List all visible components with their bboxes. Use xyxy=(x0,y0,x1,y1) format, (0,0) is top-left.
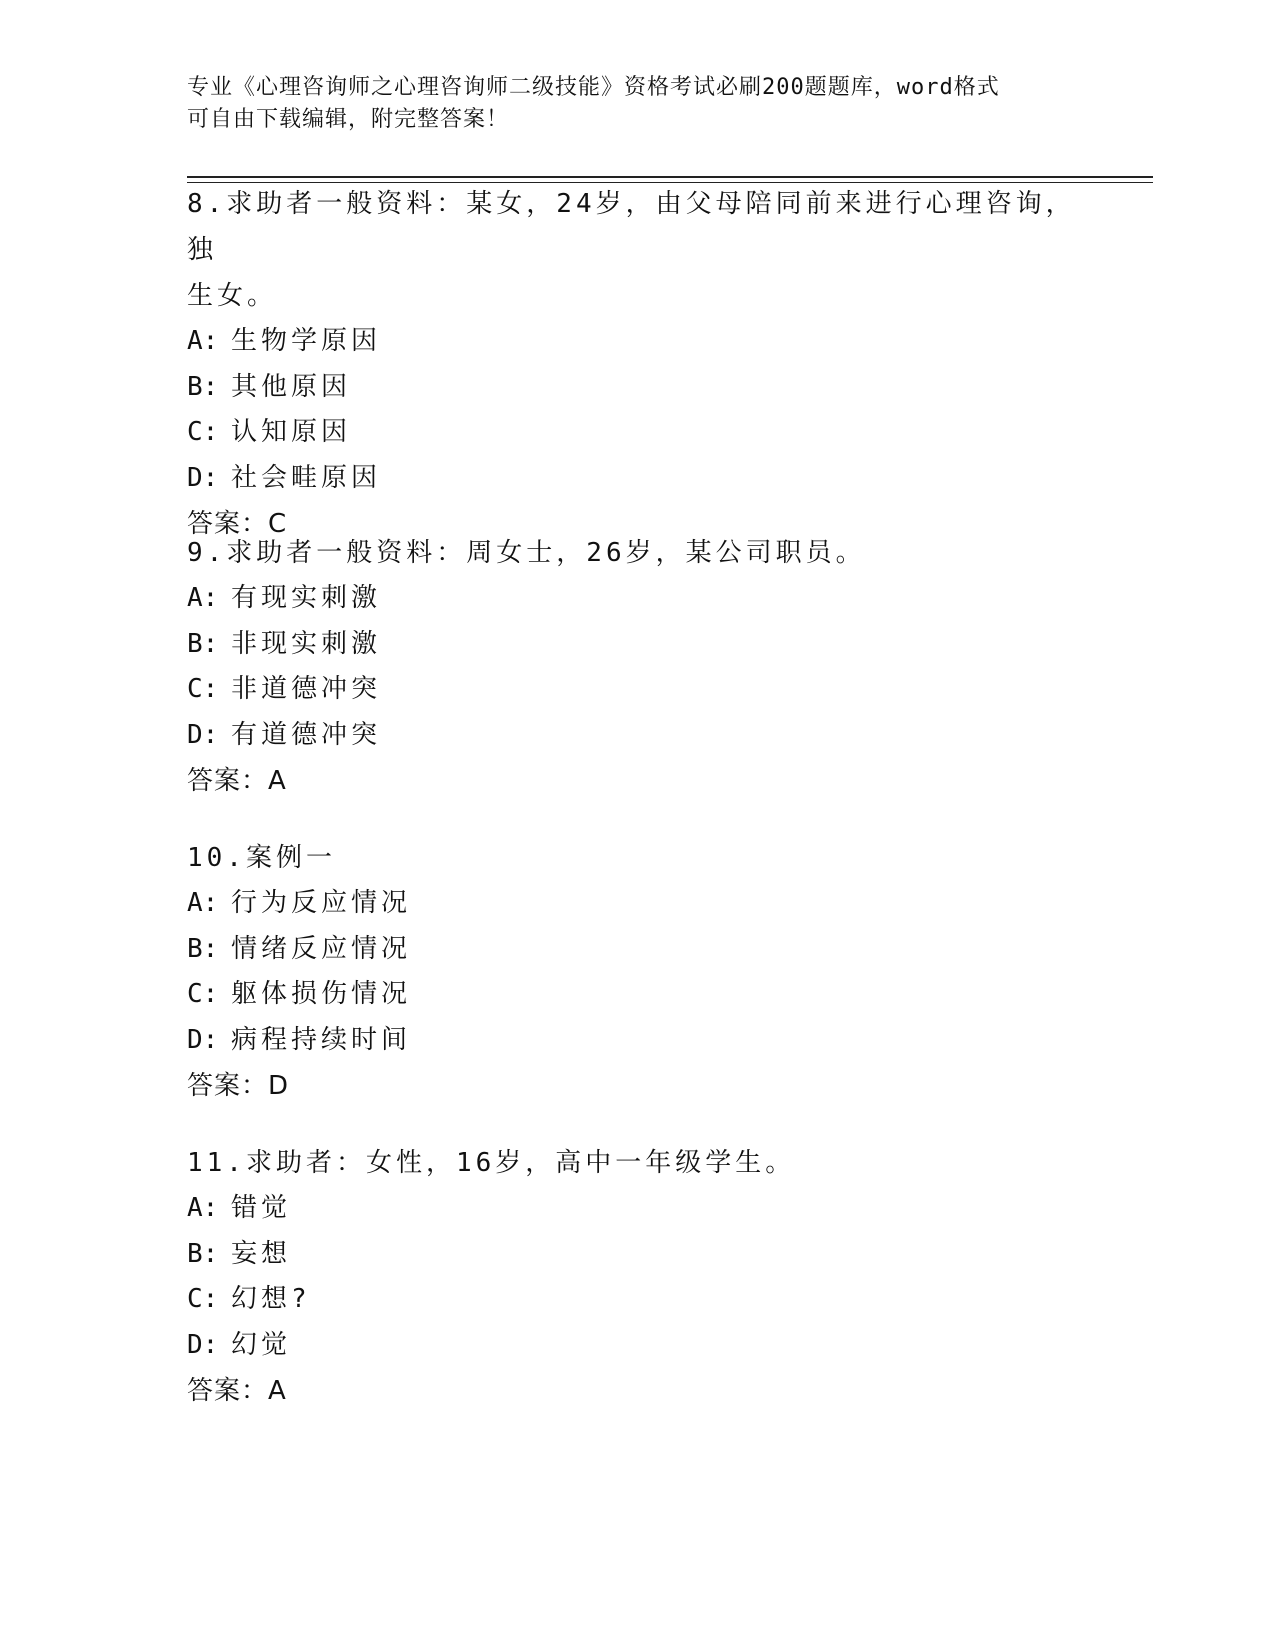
option-text: 情绪反应情况 xyxy=(231,933,412,964)
header-divider-thick xyxy=(187,176,1153,178)
document-header xyxy=(187,72,1067,136)
option-d xyxy=(187,456,1087,502)
option-b xyxy=(187,1232,1087,1278)
option-c xyxy=(187,667,1087,713)
option-text: 其他原因 xyxy=(231,371,352,402)
question-stem-continued: 生女。 xyxy=(187,281,278,311)
question-11 xyxy=(187,1140,1087,1414)
option-key: C: xyxy=(187,979,219,1009)
option-key: A: xyxy=(187,583,219,613)
option-a xyxy=(187,319,1087,365)
option-d xyxy=(187,713,1087,759)
option-a xyxy=(187,1186,1087,1232)
option-text: 有道德冲突 xyxy=(231,719,382,750)
option-key: A: xyxy=(187,326,219,356)
option-text: 妄想 xyxy=(231,1238,292,1269)
option-key: B: xyxy=(187,628,219,659)
option-key: D: xyxy=(187,462,219,493)
option-key: C: xyxy=(187,1284,219,1314)
option-text: 非道德冲突 xyxy=(231,674,382,704)
option-text: 生物学原因 xyxy=(231,326,382,356)
question-10 xyxy=(187,835,1087,1109)
option-text: 病程持续时间 xyxy=(231,1024,412,1055)
option-text: 非现实刺激 xyxy=(231,628,382,659)
option-b xyxy=(187,365,1087,411)
option-text: 认知原因 xyxy=(231,417,352,447)
option-c xyxy=(187,410,1087,456)
header-line-2: 可自由下载编辑，附完整答案！ xyxy=(187,107,510,132)
option-text: 幻想? xyxy=(231,1284,311,1314)
option-d xyxy=(187,1018,1087,1064)
option-key: B: xyxy=(187,933,219,964)
question-9 xyxy=(187,530,1087,804)
option-key: C: xyxy=(187,417,219,447)
answer-line: 答案：A xyxy=(187,766,287,796)
header-line-1: 专业《心理咨询师之心理咨询师二级技能》资格考试必刷200题题库，word格式 xyxy=(187,75,1000,100)
question-stem: 9.求助者一般资料：周女士，26岁，某公司职员。 xyxy=(187,538,866,568)
option-text: 错觉 xyxy=(231,1193,292,1223)
question-stem: 10.案例一 xyxy=(187,843,336,873)
option-a xyxy=(187,576,1087,622)
option-key: B: xyxy=(187,371,219,402)
option-text: 有现实刺激 xyxy=(231,583,382,613)
answer-line: 答案：C xyxy=(187,509,288,539)
answer-line: 答案：A xyxy=(187,1376,287,1406)
option-text: 行为反应情况 xyxy=(231,888,412,918)
option-text: 社会畦原因 xyxy=(231,462,382,493)
option-key: D: xyxy=(187,1329,219,1360)
option-key: B: xyxy=(187,1238,219,1269)
option-key: D: xyxy=(187,1024,219,1055)
question-8 xyxy=(187,181,1087,547)
option-b xyxy=(187,622,1087,668)
option-a xyxy=(187,881,1087,927)
answer-line: 答案：D xyxy=(187,1071,290,1101)
option-c xyxy=(187,972,1087,1018)
question-stem: 8.求助者一般资料：某女，24岁，由父母陪同前来进行心理咨询，独 xyxy=(187,189,1076,265)
option-key: A: xyxy=(187,1193,219,1223)
option-b xyxy=(187,927,1087,973)
option-text: 躯体损伤情况 xyxy=(231,979,412,1009)
option-text: 幻觉 xyxy=(231,1329,292,1360)
option-c xyxy=(187,1277,1087,1323)
option-d xyxy=(187,1323,1087,1369)
option-key: A: xyxy=(187,888,219,918)
option-key: D: xyxy=(187,719,219,750)
option-key: C: xyxy=(187,674,219,704)
question-stem: 11.求助者：女性，16岁，高中一年级学生。 xyxy=(187,1148,796,1178)
